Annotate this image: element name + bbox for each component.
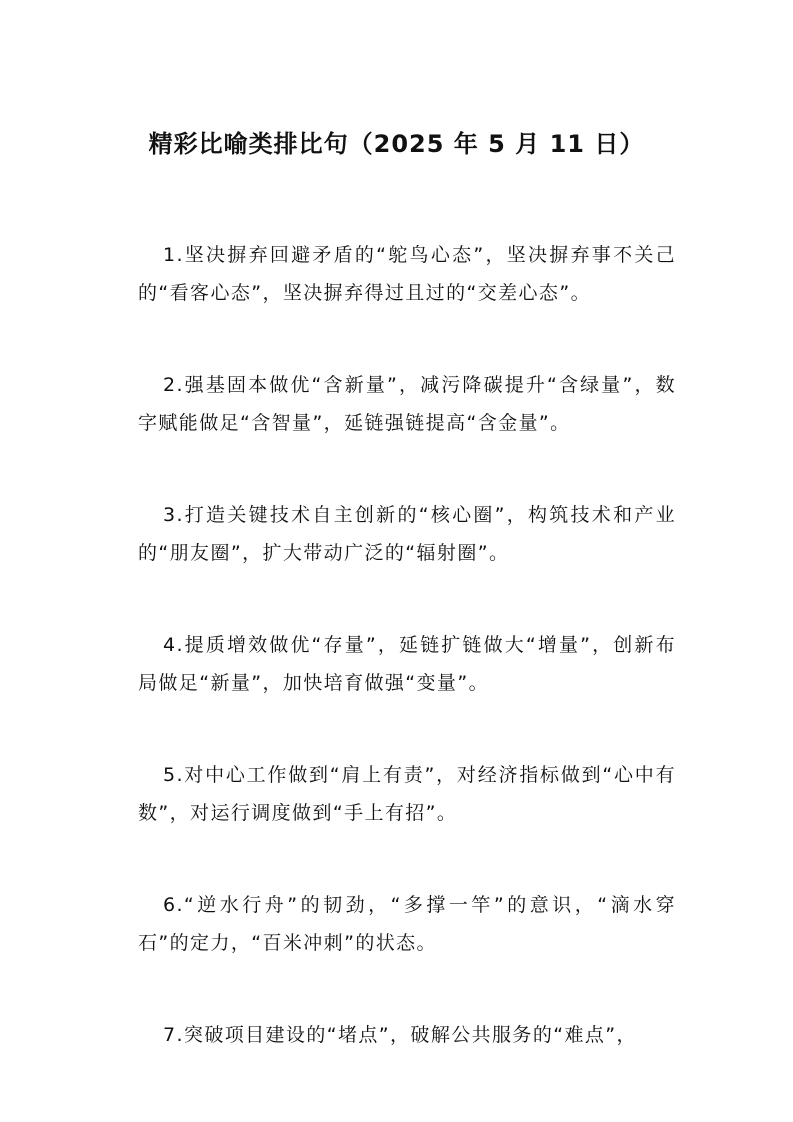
- list-item: 1.坚决摒弃回避矛盾的“鸵鸟心态”，坚决摒弃事不关己的“看客心态”，坚决摒弃得过且过的“交差心态”。: [138, 244, 676, 304]
- item-list: [138, 236, 676, 1054]
- document-title: 精彩比喻类排比句（2025 年 5 月 11 日）: [148, 130, 645, 158]
- list-item: 5.对中心工作做到“肩上有责”，对经济指标做到“心中有数”，对运行调度做到“手上有招”。: [138, 764, 676, 824]
- list-item: 3.打造关键技术自主创新的“核心圈”，构筑技术和产业的“朋友圈”，扩大带动广泛的“辐射圈”。: [138, 504, 676, 564]
- list-item: 6.“逆水行舟”的韧劲，“多撑一竿”的意识，“滴水穿石”的定力，“百米冲刺”的状态。: [138, 894, 676, 954]
- list-item: 2.强基固本做优“含新量”，减污降碳提升“含绿量”，数字赋能做足“含智量”，延链强链提高“含金量”。: [138, 374, 676, 434]
- list-item: 7.突破项目建设的“堵点”，破解公共服务的“难点”，: [163, 1024, 637, 1046]
- list-item: 4.提质增效做优“存量”，延链扩链做大“增量”，创新布局做足“新量”，加快培育做强“变量”。: [138, 634, 676, 694]
